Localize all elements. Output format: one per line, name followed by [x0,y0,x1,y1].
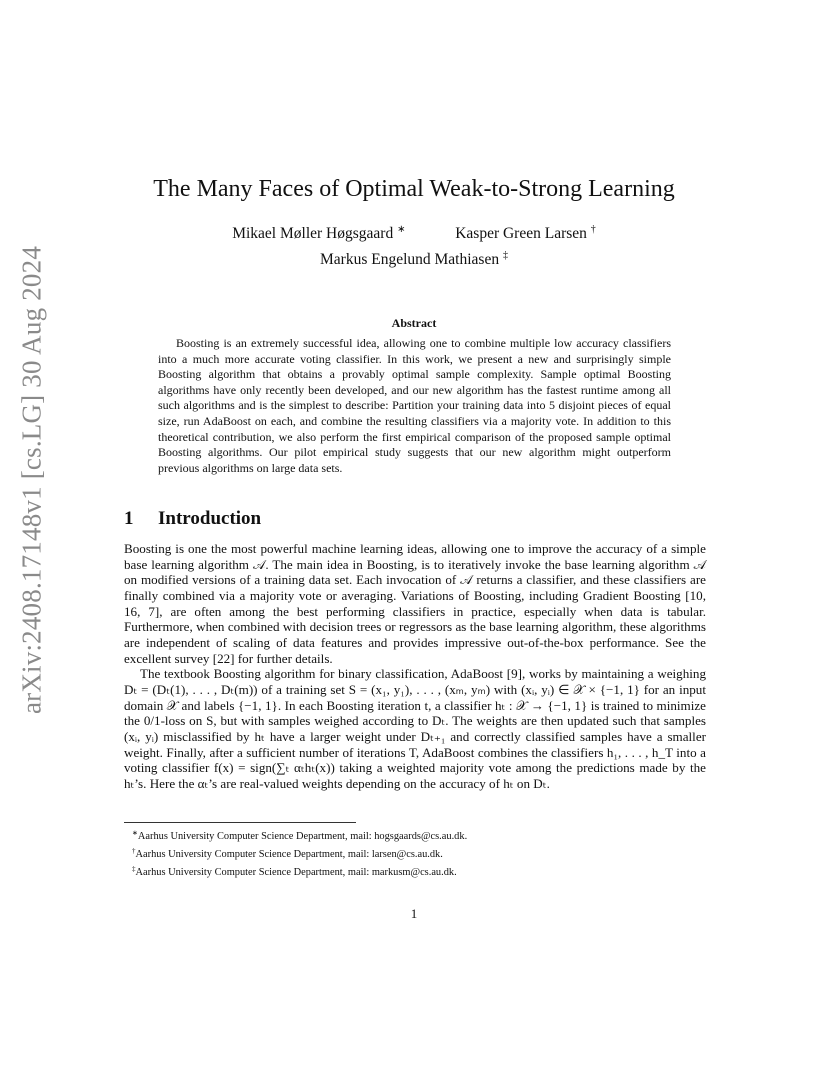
body-paragraph: The textbook Boosting algorithm for binary classification, AdaBoost [9], works by maintaining a weighing Dₜ = (Dₜ(1), . . . , Dₜ(m)) of a training set S = (x₁, y₁), . . . , (xₘ, yₘ) with (xᵢ, yᵢ) ∈ 𝒳 × {−1, 1} for an input domain 𝒳 and labels {−1, 1}. In each Boosting iteration t, a classifier hₜ : 𝒳 → {−1, 1} is trained to minimize the 0/1-loss on S, but with samples weighed according to Dₜ. The weights are then updated such that samples (xᵢ, yᵢ) misclassified by hₜ have a larger weight under Dₜ₊₁ and correctly classified samples have a smaller weight. Finally, after a sufficient number of iterations T, AdaBoost combines the classifiers h₁, . . . , h_T into a voting classifier f(x) = sign(∑ₜ αₜhₜ(x)) taking a weighted majority vote among the predictions made by the hₜ’s. Here the αₜ’s are real-valued weights depending on the accuracy of hₜ on Dₜ. [124,666,706,791]
section-title: Introduction [158,508,262,529]
author-row [0,224,828,243]
footnote-text: Aarhus University Computer Science Department, mail: hogsgaards@cs.au.dk. [137,831,468,842]
author-name: Mikael Møller Høgsgaard [232,225,394,242]
author-name: Kasper Green Larsen [455,225,587,242]
footnotes [132,826,467,880]
body-paragraph: Boosting is one the most powerful machine learning ideas, allowing one to improve the accuracy of a simple base learning algorithm 𝒜. The main idea in Boosting, is to iteratively invoke the base learning algorithm 𝒜 on modified versions of a training data set. Each invocation of 𝒜 returns a classifier, and these classifiers are finally combined via a majority vote or averaging. Variations of Boosting, including Gradient Boosting [10, 16, 7], are often among the best performing classifiers in practice, especially when data is tabular. Furthermore, when combined with decision trees or regressors as the base learning algorithm, these algorithms are independent of scaling of data features and provides impressive out-of-the-box performance. See the excellent survey [22] for further details. [124,541,706,666]
section-heading [124,508,261,530]
footnote-mark: ‡ [132,865,136,873]
author-footnote-mark: ∗ [397,224,406,235]
footnote-mark: † [132,847,136,855]
footnote-mark: ∗ [132,829,138,837]
section-number: 1 [124,508,134,529]
author-name: Markus Engelund Mathiasen [320,251,500,268]
footnote-text: Aarhus University Computer Science Department, mail: markusm@cs.au.dk. [135,867,457,878]
abstract-text: Boosting is an extremely successful idea, allowing one to combine multiple low accuracy classifiers into a much more accurate voting classifier. In this work, we present a new and surprisingly simple Boosting algorithm that obtains a provably optimal sample complexity. Sample optimal Boosting algorithms have only recently been developed, and our new algorithm has the fastest runtime among all such algorithms and is the simplest to describe: Partition your training data into 5 disjoint pieces of equal size, run AdaBoost on each, and combine the resulting classifiers via a majority vote. In addition to this theoretical contribution, we also perform the first empirical comparison of the proposed sample optimal Boosting algorithms. Our pilot empirical study suggests that our new algorithm might outperform previous algorithms on large data sets. [158,336,671,475]
arxiv-identifier-stamp: arXiv:2408.17148v1 [cs.LG] 30 Aug 2024 [16,245,47,715]
footnote-text: Aarhus University Computer Science Department, mail: larsen@cs.au.dk. [135,849,443,860]
paper-title: The Many Faces of Optimal Weak-to-Strong Learning [153,176,675,202]
author-row [0,250,828,269]
author-footnote-mark: ‡ [502,250,508,261]
footnote [132,844,467,862]
author-footnote-mark: † [590,224,596,235]
footnote [132,862,467,880]
footnote [132,826,467,844]
footnote-rule [124,822,356,823]
abstract-heading: Abstract [391,316,437,330]
page-number: 1 [410,906,418,921]
introduction-body [124,541,706,792]
